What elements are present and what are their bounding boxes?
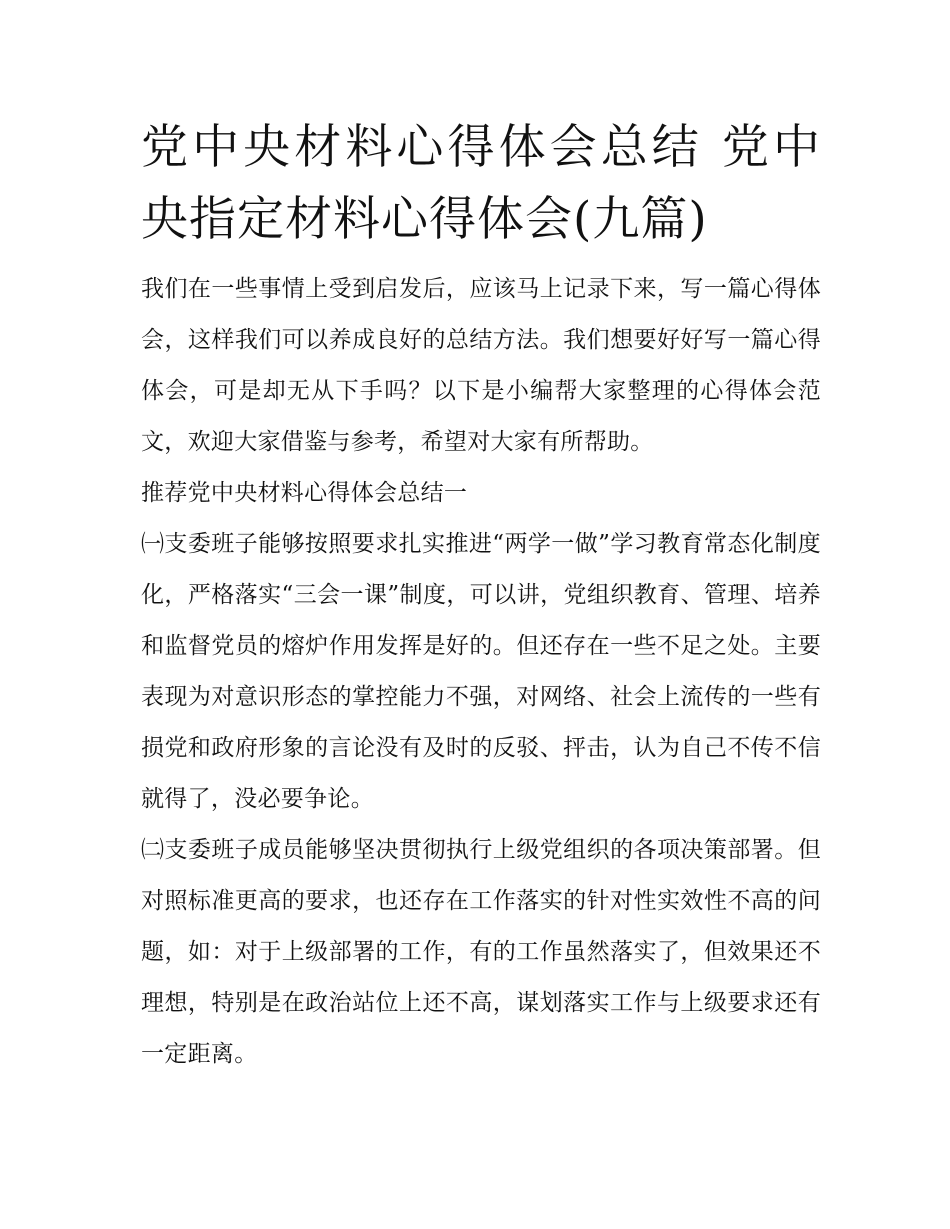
- body-paragraph-2: ㈡支委班子成员能够坚决贯彻执行上级党组织的各项决策部署。但对照标准更高的要求，也还存在工作落实的针对性实效性不高的问题，如：对于上级部署的工作，有的工作虽然落实了，但效果还不理想，特别是在政治站位上还不高，谋划落实工作与上级要求还有一定距离。: [141, 837, 821, 1067]
- intro-paragraph: 我们在一些事情上受到启发后，应该马上记录下来，写一篇心得体会，这样我们可以养成良好的总结方法。我们想要好好写一篇心得体会，可是却无从下手吗？以下是小编帮大家整理的心得体会范文，欢迎大家借鉴与参考，希望对大家有所帮助。: [141, 276, 821, 455]
- document-page: [141, 112, 821, 1080]
- section-heading: 推荐党中央材料心得体会总结一: [141, 480, 468, 506]
- document-title: 党中央材料心得体会总结 党中央指定材料心得体会(九篇): [141, 120, 821, 247]
- body-paragraph-1: ㈠支委班子能够按照要求扎实推进“两学一做”学习教育常态化制度化，严格落实“三会一课”制度，可以讲，党组织教育、管理、培养和监督党员的熔炉作用发挥是好的。但还存在一些不足之处。主要表现为对意识形态的掌控能力不强，对网络、社会上流传的一些有损党和政府形象的言论没有及时的反驳、抨击，认为自己不传不信就得了，没必要争论。: [141, 531, 821, 812]
- document-body: [141, 264, 821, 1080]
